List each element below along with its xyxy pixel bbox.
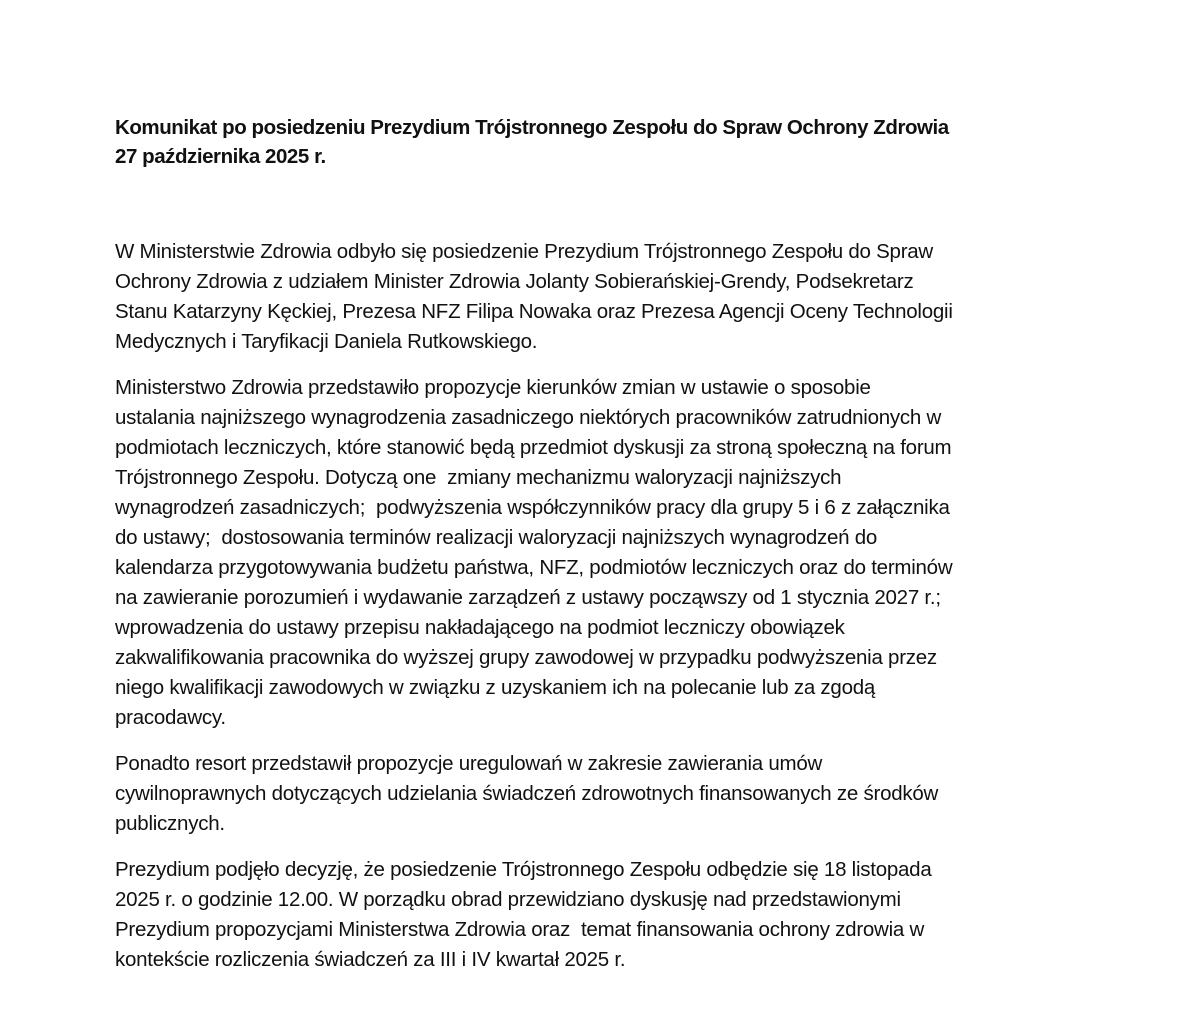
text-line: pracodawcy. <box>115 706 226 729</box>
text-line: wprowadzenia do ustawy przepisu nakładającego na podmiot leczniczy obowiązek <box>115 616 845 639</box>
text-line: Trójstronnego Zespołu. Dotyczą one zmiany mechanizmu waloryzacji najniższych <box>115 466 842 489</box>
title-date-line: 27 października 2025 r. <box>115 145 326 168</box>
text-line: cywilnoprawnych dotyczących udzielania świadczeń zdrowotnych finansowanych ze środków <box>115 782 939 805</box>
text-line: na zawieranie porozumień i wydawanie zarządzeń z ustawy począwszy od 1 stycznia 2027 r.; <box>115 586 941 609</box>
text-line: ustalania najniższego wynagrodzenia zasadniczego niektórych pracowników zatrudnionych w <box>115 406 942 429</box>
text-line: Medycznych i Taryfikacji Daniela Rutkowskiego. <box>115 330 538 353</box>
text-line: W Ministerstwie Zdrowia odbyło się posiedzenie Prezydium Trójstronnego Zespołu do Spraw <box>115 240 933 263</box>
title-line: Komunikat po posiedzeniu Prezydium Trójstronnego Zespołu do Spraw Ochrony Zdrowia <box>115 116 949 139</box>
text-line: Prezydium podjęło decyzję, że posiedzenie Trójstronnego Zespołu odbędzie się 18 listopada <box>115 858 932 881</box>
text-line: Stanu Katarzyny Kęckiej, Prezesa NFZ Filipa Nowaka oraz Prezesa Agencji Oceny Technologii <box>115 300 953 323</box>
text-line: wynagrodzeń zasadniczych; podwyższenia współczynników pracy dla grupy 5 i 6 z załącznika <box>115 496 950 519</box>
text-line: publicznych. <box>115 812 225 835</box>
text-line: podmiotach leczniczych, które stanowić będą przedmiot dyskusji za stroną społeczną na forum <box>115 436 952 459</box>
text-line: kontekście rozliczenia świadczeń za III i IV kwartał 2025 r. <box>115 948 626 971</box>
text-line: Ponadto resort przedstawił propozycje uregulowań w zakresie zawierania umów <box>115 752 823 775</box>
text-line: Ochrony Zdrowia z udziałem Minister Zdrowia Jolanty Sobierańskiej-Grendy, Podsekretarz <box>115 270 914 293</box>
paragraph-next-meeting <box>115 855 1085 975</box>
document-body <box>115 237 1085 975</box>
text-line: niego kwalifikacji zawodowych w związku z uzyskaniem ich na polecanie lub za zgodą <box>115 676 876 699</box>
text-line: Ministerstwo Zdrowia przedstawiło propozycje kierunków zmian w ustawie o sposobie <box>115 376 871 399</box>
text-line: Prezydium propozycjami Ministerstwa Zdrowia oraz temat finansowania ochrony zdrowia w <box>115 918 925 941</box>
document-page <box>115 113 1085 991</box>
text-line: zakwalifikowania pracownika do wyższej grupy zawodowej w przypadku podwyższenia przez <box>115 646 937 669</box>
paragraph-proposed-changes <box>115 373 1085 733</box>
paragraph-meeting-attendees <box>115 237 1085 357</box>
text-line: kalendarza przygotowywania budżetu państwa, NFZ, podmiotów leczniczych oraz do terminów <box>115 556 953 579</box>
text-line: do ustawy; dostosowania terminów realizacji waloryzacji najniższych wynagrodzeń do <box>115 526 878 549</box>
text-line: 2025 r. o godzinie 12.00. W porządku obrad przewidziano dyskusję nad przedstawionymi <box>115 888 901 911</box>
document-title <box>115 113 1085 171</box>
paragraph-civil-contracts <box>115 749 1085 839</box>
